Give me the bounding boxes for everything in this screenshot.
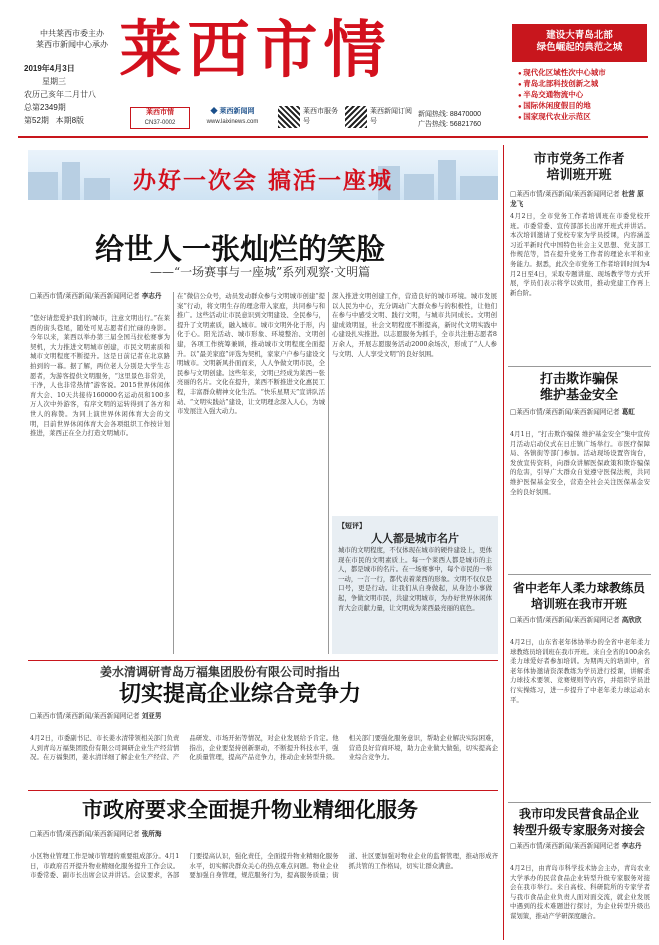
lead-subtitle: ——“一场赛事与一座城”系列观察·文明篇 [150,265,371,279]
qr-label-service: 莱西市服务号 [303,108,338,125]
slogan-item: ● 青岛北部科技创新之城 [518,79,658,90]
lunar-date: 农历己亥年二月廿八 [24,90,96,99]
lead-byline: □莱西市情/莱西新闻/莱西新闻网记者 李志丹 [30,292,162,300]
site-url: www.laixinews.com [206,119,259,125]
story-three-headline: 市政府要求全面提升物业精细化服务 [82,797,418,822]
side-item4-body: 4月2日，由青岛市科学技术协会主办，青岛农业大学承办的民营食品企业转型升级专家服务对接会在我市举行。来自高校、科研院所的专家学者与我市食品企业负责人面对面交流，就企业发展中遇到的技术难题进行探讨，为企业转型升级出谋划策，推动产学研深度融合。 [510,864,650,920]
short-review-title: 人人都是城市名片 [371,532,459,545]
slogan-item: ● 国际休闲度假目的地 [518,101,658,112]
byline-author: 张所海 [141,830,162,838]
side-item3-title: 省中老年人柔力球教练员 培训班在我市开班 [512,581,645,611]
qr-code-service[interactable] [278,106,300,128]
byline-author: 刘亚男 [141,712,162,720]
qr-label-subscription: 莱西新闻订阅号 [370,108,412,125]
hotlines [418,110,513,130]
story-two-kicker: 姜水清调研青岛万福集团股份有限公司时指出 [100,665,341,679]
newspaper-logo [130,107,190,129]
side-item3-byline: □莱西市情/莱西新闻/莱西新闻网记者 高欣欣 [510,616,642,624]
ad-hotline: 广告热线: 56821760 [418,121,482,128]
side-item4-byline: □莱西市情/莱西新闻/莱西新闻网记者 李志丹 [510,842,642,850]
story-two-byline: □莱西市情/莱西新闻/莱西新闻网记者 刘亚男 [30,712,162,720]
issue-number: 第52期 [24,116,49,125]
masthead-title: 莱西市情 [119,13,392,86]
qr-code-subscription[interactable] [345,106,367,128]
cn-code: CN37-0002 [144,120,176,126]
sponsor-line-2: 莱西市新闻中心承办 [36,40,108,49]
side-item3-body: 4月2日，山东省老年体协举办的全省中老年柔力球教练员培训班在我市开班。来自全省的100余名柔力球爱好者参加培训。为期两天的培训中，省老年体协邀请资深教练为学员进行授课，讲解柔力球技术要领、竞赛规则等内容，并组织学员进行实操练习，进一步提升了中老年柔力球运动水平。 [510,638,650,704]
short-review-body: 城市的文明程度，不仅体现在城市的硬件建设上，更体现在市民的文明素质上。每一个莱西人都是城市的主人，都是城市的名片。在一场赛事中，每个市民的一举一动，一言一行，都代表着莱西的形象。文明不仅仅是口号，更是行动。让我们从自身做起，从身边小事做起，争做文明市民，共建文明城市，为办好世界休闲体育大会贡献力量，让文明成为莱西最亮丽的底色。 [338,546,492,612]
tagline-box [512,24,647,62]
news-site-logo[interactable]: ◆ 莱西新闻网 www.laixinews.com [195,107,270,129]
issue-total: 总第2349期 [24,103,66,112]
byline-author: 李志丹 [141,292,162,300]
issue-date: 2019年4月3日 [24,64,75,73]
sponsor-line-1: 中共莱西市委主办 [40,29,104,38]
masthead-mini: 莱西市情 [146,109,174,116]
side-item1-title: 市市党务工作者 培训班开班 [533,152,625,183]
page-count: 本期8版 [55,116,85,125]
slogan-list [518,68,658,123]
side-item2-body: 4月1日，“打击欺诈骗保 维护基金安全”集中宣传月活动启动仪式在日庄镇广场举行。市医疗保障局、各镇街等部门参加。活动现场设置咨询台，发放宣传资料，向群众讲解医保政策和欺诈骗保的危害，引导广大群众自觉遵守医保法规，共同维护医保基金安全，营造全社会关注医保基金安全的良好氛围。 [510,430,650,496]
side-item1-body: 4月2日，全市党务工作者培训班在市委党校开班。市委常委、宣传部部长出席开班式并讲话。本次培训邀请了党校专家为学员授课，内容涵盖习近平新时代中国特色社会主义思想、党支部工作规范等，旨在提升党务工作者的理论水平和业务能力。据悉，此次全市党务工作者培训时间为4月2日至4日，采取专题讲座、现场教学等方式开展，学员们表示将学以致用，推动党建工作再上新台阶。 [510,212,650,297]
side-item4-title: 我市印发民营食品企业 转型升级专家服务对接会 [512,807,645,837]
story-two-body: 4月2日，市委副书记、市长姜水清带领相关部门负责人到青岛万福集团股份有限公司调研企业生产经营情况。在万福集团，姜水清详细了解企业生产经营、产品研发、市场开拓等情况，对企业发展给予肯定。他指出，企业要坚持创新驱动，不断提升科技水平，强化质量管理，提高产品竞争力，推动企业转型升级。相关部门要强化服务意识，帮助企业解决实际困难，营造良好营商环境，助力企业做大做强，切实提高企业综合竞争力。 [30,734,498,762]
banner-image [28,150,498,200]
tagline-line-2: 绿色崛起的典范之城 [536,42,623,53]
date-block [24,62,124,127]
byline-source: 莱西市情/莱西新闻/莱西新闻网记者 [36,292,140,300]
byline-source: 莱西市情/莱西新闻/莱西新闻网记者 [36,712,140,720]
slogan-item: ● 半岛交通物流中心 [518,90,658,101]
side-item1-byline: □莱西市情/莱西新闻/莱西新闻网记者 杜营 原龙飞 [510,190,644,208]
tagline-line-1: 建设大青岛北部 [546,30,613,41]
story-three-body: 小区物业管理工作是城市管理的重要组成部分。4月1日，市政府召开提升物业精细化服务提升工作会议。市委常委、副市长出席会议并讲话。会议要求，各部门要提高认识，强化责任，全面提升物业精细化服务水平，切实解决群众关心的热点难点问题。物业企业要加强自身管理，规范服务行为，提高服务质量；街道、社区要加强对物业企业的监督管理，推动形成齐抓共管的工作格局，切实让群众满意。 [30,852,498,880]
slogan-item: ● 现代化区域性次中心城市 [518,68,658,79]
side-item2-byline: □莱西市情/莱西新闻/莱西新闻网记者 葛虹 [510,408,635,416]
header-rule [18,136,648,138]
lead-body-col1: “您好请您爱护我们的城市，注意文明出行。”在莱西的街头巷尾，随处可见志愿者们忙碌的身影。今年以来，莱西以举办第三届全国马拉松赛事为契机，大力推进文明城市创建，市民文明素质和城市文明程度不断提升。这是日前记者在北京路拍到的一幕。据了解，两位老人分别是大学生志愿者，为游客提供文明服务，“这里景色非常美，干净，人也非常热情”游客说。2015世界休闲体育大会、10天共接待160000名运动员和100多万人次中外游客，有序文明的运转得到了各方和世人的称赞。为同上演世界休闲体育大会的文明，目前世界休闲体育大会各项组织工作按计划推进，莱西正在全力打造文明城市。 [30,314,170,438]
lead-body-col2: 在“微信公众号，动员发动群众参与文明城市创建“提案”行动，将文明生存的理念带入家庭，共同参与和推广。这些活动让市民意识到文明建设、全民参与，提升了文明素质，融入城市。城市文明外化于形，内化于心。阳光活动、城市形象、环境整治、文明创建，各项工作统筹兼顾，推动城市文明程度全面提升。以“最美家庭”评选为契机，家家户户参与建设文明城市。文明新风扑面而来，人人争做文明市民，全民参与文明创建。这些年来，文明已经成为莱西一张亮丽的名片。文化在提升，莱西不断推进文化惠民工程，丰富群众精神文化生活。“快乐星期天”宣讲队活动、“文明实践站”建设，让文明理念深入人心，为城市发展注入强大动力。 [177,292,325,416]
lead-body-col3: 深入推进文明创建工作，营造良好的城市环境。城市发展以人民为中心，充分调动广大群众参与的积极性，让他们在参与中感受文明、践行文明，与城市共同成长。文明创建成效明显，社会文明程度不断提高，新时代文明实践中心建设扎实推进。以志愿服务为抓手，全市共注册志愿者8万余人，开展志愿服务活动2000余场次，形成了“人人参与文明、人人享受文明”的良好氛围。 [332,292,497,358]
side-item2-title: 打击欺诈骗保 维护基金安全 [539,372,618,403]
sponsor-block [22,28,122,50]
weekday: 星期三 [42,77,66,86]
banner-text: 办好一次会 搞活一座城 [132,167,393,194]
story-three-byline: □莱西市情/莱西新闻/莱西新闻网记者 张所海 [30,830,162,838]
short-review-label: 【短评】 [338,522,366,530]
story-two-headline: 切实提高企业综合竞争力 [118,681,361,707]
slogan-item: ● 国家现代农业示范区 [518,112,658,123]
short-review-box [332,516,498,654]
byline-source: 莱西市情/莱西新闻/莱西新闻网记者 [36,830,140,838]
news-hotline: 新闻热线: 88470000 [418,111,482,118]
lead-headline: 给世人一张灿烂的笑脸 [94,232,385,266]
